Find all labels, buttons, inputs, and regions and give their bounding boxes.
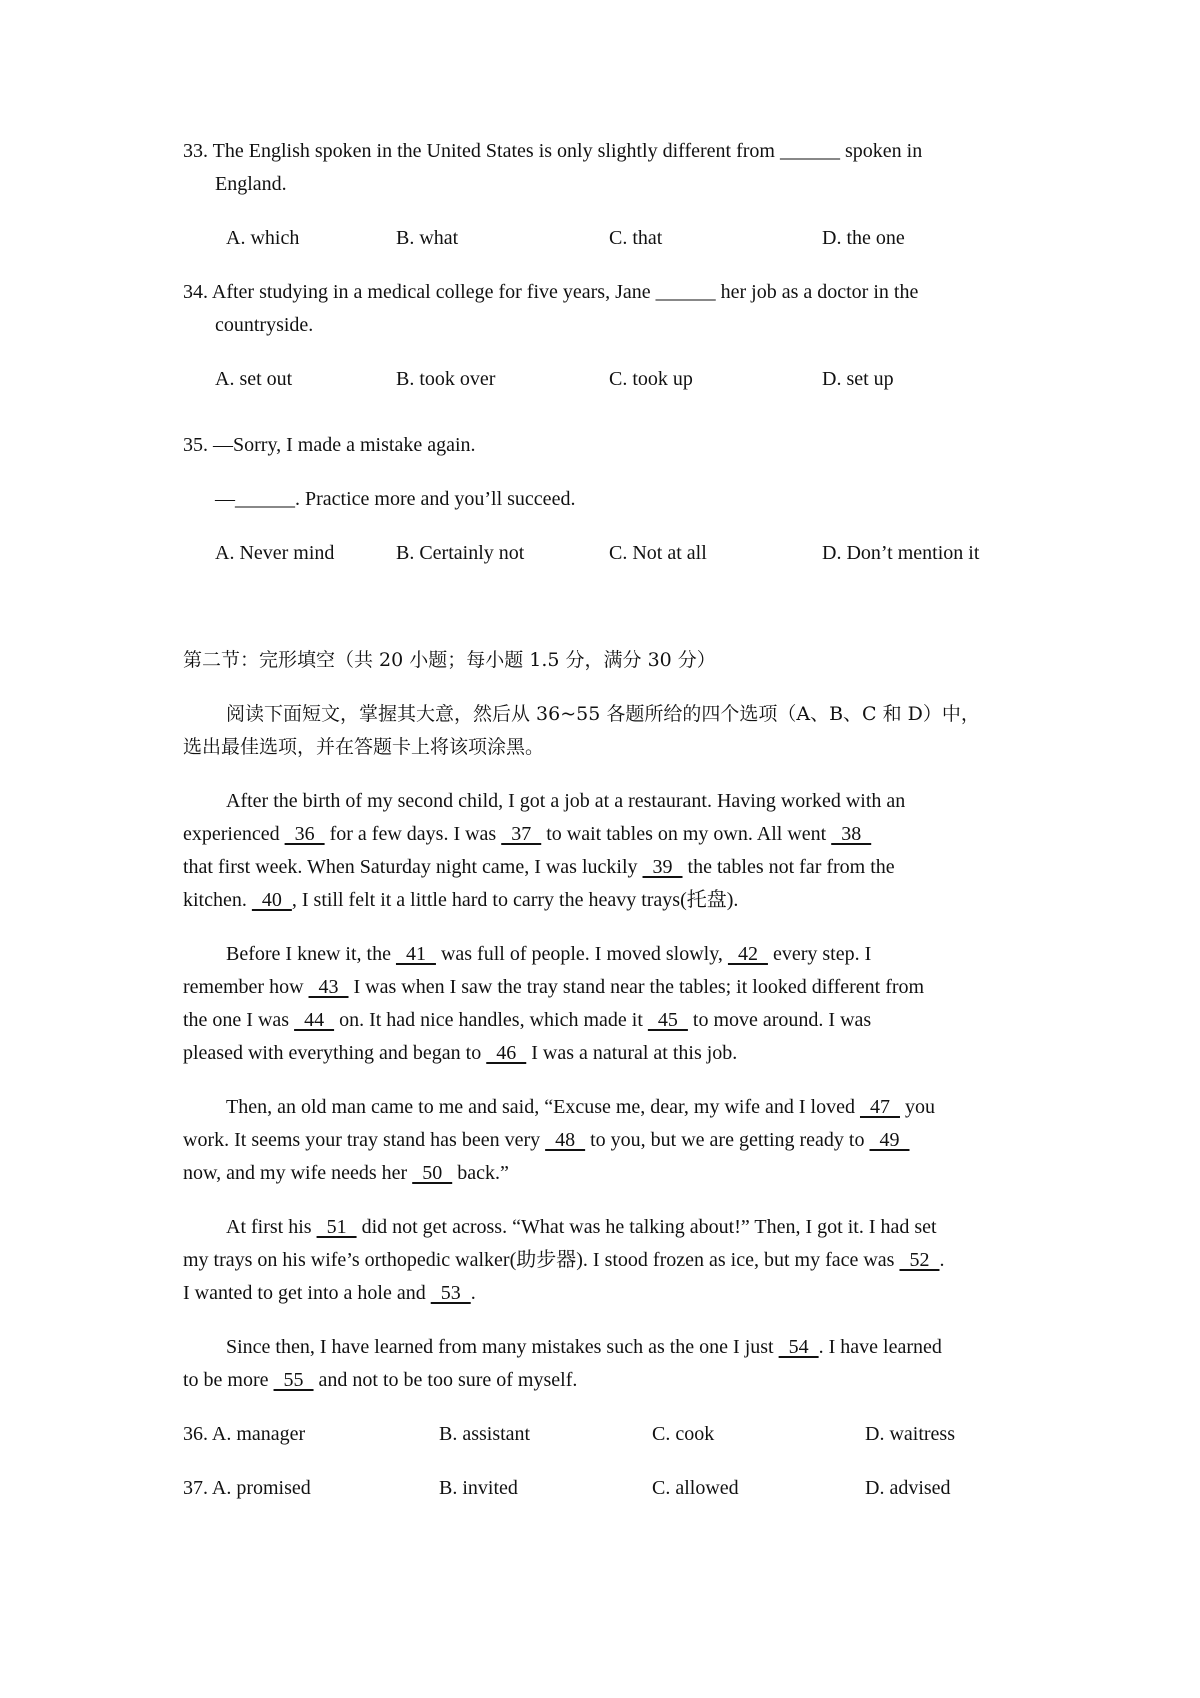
question-37-option-a: 37. A. promised [183, 1477, 311, 1499]
question-34-option-c: C. took up [609, 368, 693, 390]
question-33-option-d: D. the one [822, 227, 905, 249]
blank-42: 42 [727, 943, 768, 965]
blank-37: 37 [501, 823, 542, 845]
passage-p4-line2: my trays on his wife’s orthopedic walker(助步器). I stood frozen as ice, but my face was 52 . [183, 1249, 945, 1271]
passage-p1-line4: kitchen. 40 , I still felt it a little hard to carry the heavy trays(托盘). [183, 889, 739, 911]
blank-45: 45 [647, 1009, 688, 1031]
passage-p2-line1: Before I knew it, the 41 was full of people. I moved slowly, 42 every step. I [226, 943, 872, 965]
passage-p4-line3: I wanted to get into a hole and 53 . [183, 1282, 476, 1304]
question-37-option-b: B. invited [439, 1477, 518, 1499]
passage-p5-line2: to be more 55 and not to be too sure of myself. [183, 1369, 578, 1391]
blank-54: 54 [778, 1336, 819, 1358]
blank-38: 38 [831, 823, 872, 845]
blank-49: 49 [869, 1129, 910, 1151]
question-36-option-a: 36. A. manager [183, 1423, 306, 1445]
blank-40: 40 [251, 889, 292, 911]
question-36-option-d: D. waitress [865, 1423, 955, 1445]
blank-36: 36 [284, 823, 325, 845]
question-33-stem: 33. The English spoken in the United States is only slightly different from ______ spoken in [183, 140, 923, 162]
question-35-option-c: C. Not at all [609, 542, 707, 564]
passage-p1-line3: that first week. When Saturday night came, I was luckily 39 the tables not far from the [183, 856, 895, 878]
blank-55: 55 [273, 1369, 314, 1391]
passage-p3-line2: work. It seems your tray stand has been very 48 to you, but we are getting ready to 49 [183, 1129, 910, 1151]
question-33-option-a: A. which [226, 227, 300, 249]
question-34-stem-cont: countryside. [215, 314, 314, 336]
passage-p1-line1: After the birth of my second child, I got a job at a restaurant. Having worked with an [226, 790, 906, 812]
blank-48: 48 [545, 1129, 586, 1151]
passage-p1-line2: experienced 36 for a few days. I was 37 to wait tables on my own. All went 38 [183, 823, 872, 845]
blank-46: 46 [486, 1042, 527, 1064]
blank-44: 44 [294, 1009, 335, 1031]
question-33-stem-cont: England. [215, 173, 287, 195]
section-instruction-line1: 阅读下面短文，掌握其大意，然后从 36~55 各题所给的四个选项（A、B、C 和 D）中， [226, 703, 980, 725]
question-36-option-c: C. cook [652, 1423, 715, 1445]
blank-52: 52 [899, 1249, 940, 1271]
passage-p4-line1: At first his 51 did not get across. “What was he talking about!” Then, I got it. I had set [226, 1216, 937, 1238]
passage-p3-line3: now, and my wife needs her 50 back.” [183, 1162, 509, 1184]
question-36-option-b: B. assistant [439, 1423, 531, 1445]
blank-47: 47 [859, 1096, 900, 1118]
passage-p2-line4: pleased with everything and began to 46 I was a natural at this job. [183, 1042, 738, 1064]
blank-53: 53 [430, 1282, 471, 1304]
question-33-option-b: B. what [396, 227, 459, 249]
question-35-stem: 35. —Sorry, I made a mistake again. [183, 434, 476, 456]
passage-p2-line3: the one I was 44 on. It had nice handles, which made it 45 to move around. I was [183, 1009, 872, 1031]
question-35-option-a: A. Never mind [215, 542, 335, 564]
passage-p3-line1: Then, an old man came to me and said, “Excuse me, dear, my wife and I loved 47 you [226, 1096, 935, 1118]
question-35-option-d: D. Don’t mention it [822, 542, 980, 564]
blank-43: 43 [308, 976, 349, 998]
question-34-option-d: D. set up [822, 368, 894, 390]
passage-p5-line1: Since then, I have learned from many mistakes such as the one I just 54 . I have learned [226, 1336, 942, 1358]
question-35-stem-cont: —______. Practice more and you’ll succeed. [215, 488, 576, 510]
blank-41: 41 [395, 943, 436, 965]
blank-39: 39 [642, 856, 683, 878]
question-34-stem: 34. After studying in a medical college for five years, Jane ______ her job as a doctor in the [183, 281, 919, 303]
question-34-option-b: B. took over [396, 368, 496, 390]
question-34-option-a: A. set out [215, 368, 293, 390]
blank-50: 50 [412, 1162, 453, 1184]
blank-51: 51 [316, 1216, 357, 1238]
passage-p2-line2: remember how 43 I was when I saw the tray stand near the tables; it looked different from [183, 976, 925, 998]
question-37-option-c: C. allowed [652, 1477, 739, 1499]
section-instruction-line2: 选出最佳选项，并在答题卡上将该项涂黑。 [183, 736, 545, 758]
question-33-option-c: C. that [609, 227, 663, 249]
section-heading: 第二节：完形填空（共 20 小题；每小题 1.5 分，满分 30 分） [183, 649, 716, 671]
question-37-option-d: D. advised [865, 1477, 951, 1499]
question-35-option-b: B. Certainly not [396, 542, 525, 564]
